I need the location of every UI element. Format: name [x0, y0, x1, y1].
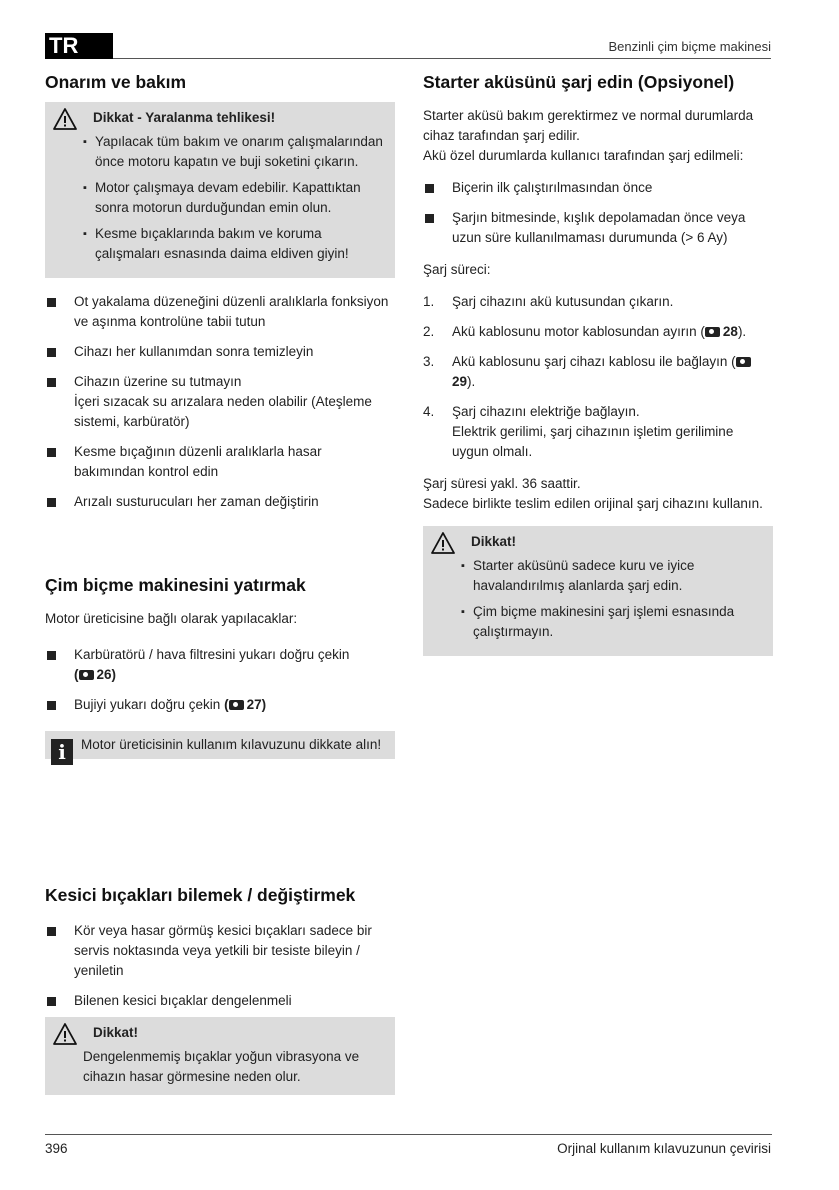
charge-duration: Şarj süresi yakl. 36 saattir. — [423, 476, 581, 491]
warning-box — [45, 102, 395, 278]
footer-rule — [45, 1134, 772, 1135]
list-item: Biçerin ilk çalıştırılmasından önce — [423, 178, 773, 198]
figure-reference — [705, 324, 738, 339]
warning-box — [45, 1017, 395, 1095]
list-item: Kör veya hasar görmüş kesici bıçakları sadece bir servis noktasında veya yetkili bir tesiste bileyin / yeniletin — [45, 921, 395, 981]
warning-item: ▪ Kesme bıçaklarında bakım ve koruma çalışmaları esnasında daima eldiven giyin! — [83, 224, 385, 264]
section-blades — [45, 883, 395, 1095]
step-text: Şarj cihazını elektriğe bağlayın. — [452, 404, 640, 419]
step-item — [423, 352, 773, 392]
document-title: Benzinli çim biçme makinesi — [608, 39, 771, 54]
warning-list — [433, 556, 763, 642]
step-tail: ). — [467, 374, 476, 389]
step-sub: Elektrik gerilimi, şarj cihazının işletim gerilimine uygun olmalı. — [452, 424, 734, 459]
paragraph: Starter aküsü bakım gerektirmez ve normal durumlarda cihaz tarafından şarj edilir. — [423, 108, 754, 143]
list-item-text: Cihazın üzerine su tutmayın — [74, 374, 242, 389]
list-item — [45, 372, 395, 432]
section-title: Çim biçme makinesini yatırmak — [45, 575, 306, 595]
tilting-list — [45, 645, 395, 715]
list-item: Bilenen kesici bıçaklar dengelenmeli — [45, 991, 395, 1011]
footer-text: Orjinal kullanım kılavuzunun çevirisi — [557, 1141, 771, 1156]
section-repair-maintenance — [45, 70, 395, 522]
figure-number: 27 — [246, 697, 262, 712]
charging-steps — [423, 292, 773, 462]
warning-item: ▪ Çim biçme makinesini şarj işlemi esnasında çalıştırmayın. — [461, 602, 763, 642]
section-title: Kesici bıçakları bilemek / değiştirmek — [45, 885, 356, 905]
warning-item: ▪ Starter aküsünü sadece kuru ve iyice havalandırılmış alanlarda şarj edin. — [461, 556, 763, 596]
page-number: 396 — [45, 1141, 68, 1156]
paragraph: Akü özel durumlarda kullanıcı tarafından şarj edilmeli: — [423, 148, 744, 163]
warning-triangle-icon — [53, 108, 77, 130]
list-item: Kesme bıçağının düzenli aralıklarla hasar bakımından kontrol edin — [45, 442, 395, 482]
camera-icon — [736, 357, 751, 367]
step-text: Akü kablosunu şarj cihazı kablosu ile bağlayın ( — [452, 354, 736, 369]
info-box — [45, 731, 395, 764]
warning-item: ▪ Motor çalışmaya devam edebilir. Kapattıktan sonra motorun durduğundan emin olun. — [83, 178, 385, 218]
section-title: Starter aküsünü şarj edin (Opsiyonel) — [423, 72, 735, 92]
original-charger-note: Sadece birlikte teslim edilen orijinal şarj cihazını kullanın. — [423, 496, 763, 511]
section-intro: Motor üreticisine bağlı olarak yapılacaklar: — [45, 611, 298, 626]
list-item — [45, 645, 395, 685]
list-item-sub: İçeri sızacak su arızalara neden olabilir (Ateşleme sistemi, karbüratör) — [74, 394, 372, 429]
language-badge: TR — [45, 33, 113, 59]
step-item — [423, 292, 773, 312]
blades-list — [45, 921, 395, 1011]
info-text: Motor üreticisinin kullanım kılavuzunu dikkate alın! — [81, 737, 382, 752]
warning-list — [55, 132, 385, 264]
warning-title: Dikkat! — [471, 534, 517, 549]
list-item: Ot yakalama düzeneğini düzenli aralıklarla fonksiyon ve aşınma kontrolüne tabii tutun — [45, 292, 395, 332]
step-number: 2. — [423, 324, 435, 339]
warning-title: Dikkat! — [93, 1025, 139, 1040]
figure-number: 28 — [722, 324, 738, 339]
section-title: Onarım ve bakım — [45, 72, 187, 92]
maintenance-list — [45, 292, 395, 512]
battery-list — [423, 178, 773, 248]
warning-triangle-icon — [431, 532, 455, 554]
step-number: 1. — [423, 294, 435, 309]
list-item — [45, 695, 395, 715]
header-rule — [113, 58, 771, 59]
list-item-text: Karbüratörü / hava filtresini yukarı doğru çekin — [74, 647, 350, 662]
camera-icon — [229, 700, 244, 710]
step-text: Akü kablosunu motor kablosundan ayırın ( — [452, 324, 705, 339]
list-item: Cihazı her kullanımdan sonra temizleyin — [45, 342, 395, 362]
step-number: 3. — [423, 354, 435, 369]
step-number: 4. — [423, 404, 435, 419]
figure-number: 29 — [452, 374, 468, 389]
warning-title: Dikkat - Yaralanma tehlikesi! — [93, 110, 276, 125]
step-item — [423, 322, 773, 342]
warning-triangle-icon — [53, 1023, 77, 1045]
step-tail: ). — [737, 324, 747, 339]
warning-box — [423, 526, 773, 656]
warning-item: ▪ Yapılacak tüm bakım ve onarım çalışmalarından önce motoru kapatın ve buji soketini çıkarın. — [83, 132, 385, 172]
process-label: Şarj süreci: — [423, 262, 491, 277]
camera-icon — [705, 327, 720, 337]
list-item-text: Bujiyi yukarı doğru çekin — [74, 697, 221, 712]
step-text: Şarj cihazını akü kutusundan çıkarın. — [452, 294, 674, 309]
figure-number: 26 — [96, 667, 112, 682]
section-tilting — [45, 573, 395, 764]
list-item: Arızalı susturucuları her zaman değiştirin — [45, 492, 395, 512]
warning-text: Dengelenmemiş bıçaklar yoğun vibrasyona ve cihazın hasar görmesine neden olur. — [83, 1049, 360, 1084]
step-item — [423, 402, 773, 462]
figure-reference: ( 26) — [74, 667, 117, 682]
section-battery — [423, 70, 773, 656]
figure-reference: ( 27) — [224, 697, 267, 712]
info-icon: i — [51, 739, 73, 765]
list-item: Şarjın bitmesinde, kışlık depolamadan önce veya uzun süre kullanılmaması durumunda (> 6 Ay) — [423, 208, 773, 248]
camera-icon — [79, 670, 94, 680]
